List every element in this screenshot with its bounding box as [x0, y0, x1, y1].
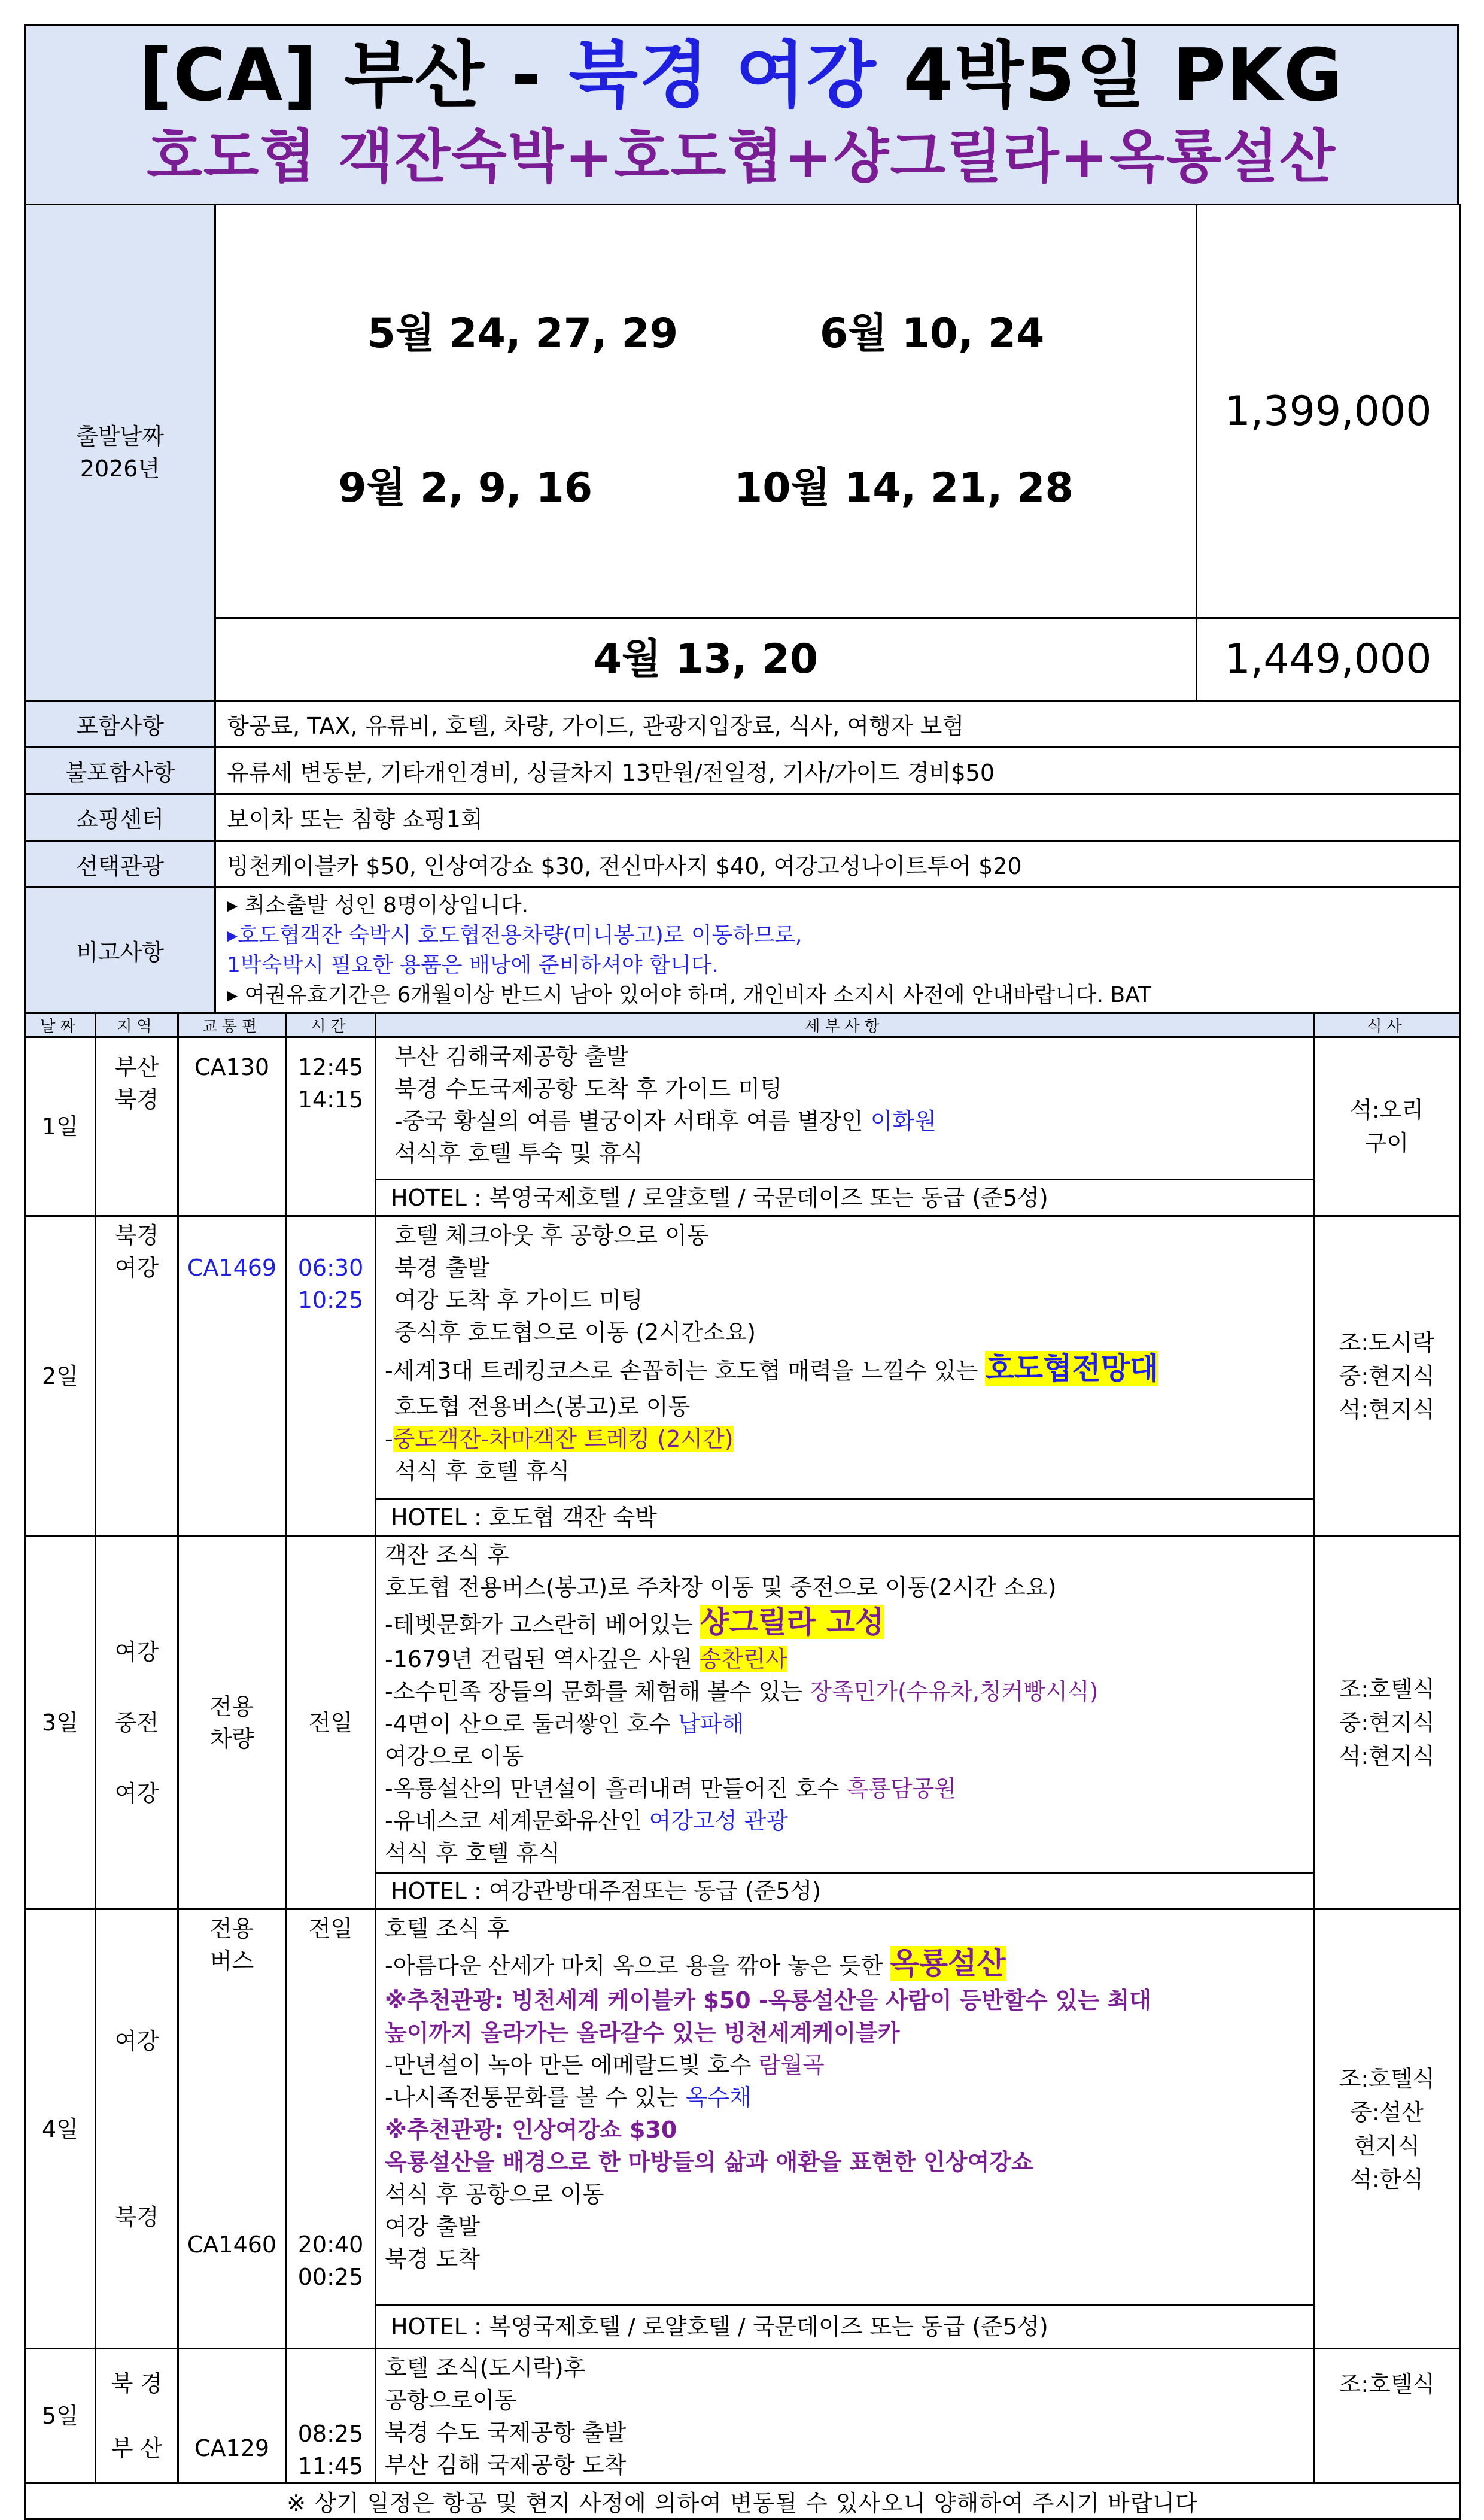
day-5-meal: 조:호텔식	[1314, 2349, 1460, 2483]
optional-label: 선택관광	[25, 841, 215, 888]
day-4-transport	[178, 1909, 286, 2349]
day-3-line-4-text: -1679년 건립된 역사깊은 사원	[385, 1646, 700, 1672]
day-5-region-2: 부 산	[111, 2435, 163, 2461]
day-3-line-4-place: 송찬린사	[699, 1646, 787, 1672]
note-3: 1박숙박시 필요한 용품은 배낭에 준비하셔야 합니다.	[227, 952, 719, 977]
day-4-line-5-place: 람월곡	[758, 2052, 825, 2078]
day-1-meal: 석:오리 구이	[1314, 1037, 1460, 1216]
day-2-label: 2일	[25, 1216, 96, 1536]
day-3-line-6-place: 납파해	[678, 1711, 744, 1737]
day-1-line-3-text: -중국 황실의 여름 별궁이자 서태후 여름 별장인	[394, 1108, 871, 1134]
day-3-line-3-place: 샹그릴라 고성	[700, 1605, 884, 1639]
day-3-line-7: 여강으로 이동	[385, 1743, 524, 1769]
col-header-time: 시간	[286, 1013, 376, 1037]
day-4-transport-1: 전용 버스	[209, 1915, 254, 1974]
day-5-line-4: 부산 김해 국제공항 도착	[385, 2452, 627, 2478]
day-5-line-2: 공항으로이동	[385, 2387, 517, 2413]
day-4-region-1: 여강	[114, 2027, 159, 2054]
day-2-hotel: HOTEL : 호도협 객잔 숙박	[376, 1498, 1313, 1535]
dates-line-2: 9월 2, 9, 16 10월 14, 21, 28	[338, 464, 1074, 512]
day-5-transport: CA129	[178, 2349, 286, 2483]
title-block	[25, 25, 1458, 205]
day-2-line-2: 북경 출발	[394, 1255, 489, 1281]
day-1-time: 12:45 14:15	[286, 1037, 376, 1216]
notes-label: 비고사항	[25, 888, 215, 1013]
day-1-line-4: 석식후 호텔 투숙 및 휴식	[394, 1140, 643, 1167]
col-header-transport: 교통편	[178, 1013, 286, 1037]
price-group-2: 1,449,000	[1197, 618, 1460, 701]
day-2-line-8: 석식 후 호텔 휴식	[394, 1458, 570, 1484]
optional-text: 빙천케이블카 $50, 인상여강쇼 $30, 전신마사지 $40, 여강고성나이트투어 $20	[215, 841, 1460, 888]
day-2-line-7-trek: 중도객잔-차마객잔 트레킹 (2시간)	[393, 1426, 734, 1452]
day-row-4	[25, 1909, 1460, 2349]
day-1-line-3-place: 이화원	[870, 1108, 936, 1134]
day-2-time: 06:30 10:25	[286, 1216, 376, 1536]
day-4-line-9: 석식 후 공항으로 이동	[385, 2181, 604, 2208]
day-5-details	[376, 2349, 1314, 2483]
day-2-details	[376, 1216, 1314, 1536]
day-3-line-5-text: -소수민족 장들의 문화를 체험해 볼수 있는	[385, 1678, 810, 1705]
day-3-line-8-text: -옥룡설산의 만년설이 흘러내려 만들어진 호수	[385, 1775, 847, 1802]
shopping-label: 쇼핑센터	[25, 794, 215, 841]
day-5-line-3: 북경 수도 국제공항 출발	[385, 2419, 627, 2446]
day-4-time	[286, 1909, 376, 2349]
footer-note: ※ 상기 일정은 항공 및 현지 사정에 의하여 변동될 수 있사오니 양해하여 주시기 바랍니다	[25, 2483, 1460, 2519]
title-prefix: [CA] 부산 -	[139, 34, 569, 117]
departure-dates-group-1	[215, 205, 1197, 618]
day-4-hotel: HOTEL : 복영국제호텔 / 로얄호텔 / 국문데이즈 또는 동급 (준5성)	[376, 2304, 1313, 2348]
day-3-line-6	[385, 1708, 1306, 1740]
day-4-line-7: ※추천관광: 인상여강쇼 $30	[385, 2117, 677, 2143]
title-suffix: 4박5일 PKG	[877, 34, 1344, 117]
day-4-line-3: ※추천관광: 빙천세계 케이블카 $50 -옥룡설산을 사람이 등반할수 있는 최대	[385, 1987, 1151, 2014]
day-3-region-1: 여강	[114, 1638, 159, 1665]
day-3-transport: 전용 차량	[178, 1536, 286, 1909]
day-2-line-3: 여강 도착 후 가이드 미팅	[394, 1287, 643, 1313]
day-1-region: 부산 북경	[96, 1037, 178, 1216]
col-header-day: 날짜	[25, 1013, 96, 1037]
col-header-details: 세부사항	[376, 1013, 1314, 1037]
day-2-meal: 조:도시락 중:현지식 석:현지식	[1314, 1216, 1460, 1536]
departure-label-1: 출발날짜	[76, 423, 164, 450]
day-3-details	[376, 1536, 1314, 1909]
day-row-1	[25, 1037, 1460, 1216]
day-3-line-3	[385, 1604, 1306, 1643]
title-table	[24, 24, 1459, 205]
excluded-text: 유류세 변동분, 기타개인경비, 싱글차지 13만원/전일정, 기사/가이드 경비$50	[215, 748, 1460, 794]
day-4-line-2	[385, 1945, 1306, 1984]
day-4-transport-2: CA1460	[187, 2231, 277, 2258]
title-line-2: 호도협 객잔숙박+호도협+샹그릴라+옥룡설산	[147, 123, 1336, 190]
day-4-meal: 조:호텔식 중:설산 현지식 석:한식	[1314, 1909, 1460, 2349]
day-5-region	[96, 2349, 178, 2483]
day-4-line-1: 호텔 조식 후	[385, 1915, 509, 1942]
day-row-3	[25, 1536, 1460, 1909]
included-text: 항공료, TAX, 유류비, 호텔, 차량, 가이드, 관광지입장료, 식사, 여행자 보험	[215, 701, 1460, 748]
day-4-line-6-place: 옥수채	[685, 2084, 752, 2111]
day-3-meal: 조:호텔식 중:현지식 석:현지식	[1314, 1536, 1460, 1909]
info-table	[24, 204, 1461, 1014]
day-4-line-11: 북경 도착	[385, 2246, 480, 2272]
departure-label-2: 2026년	[80, 456, 160, 482]
day-4-line-8: 옥룡설산을 배경으로 한 마방들의 삶과 애환을 표현한 인상여강쇼	[385, 2149, 1033, 2175]
day-4-label: 4일	[25, 1909, 96, 2349]
day-4-region-2: 북경	[114, 2203, 159, 2230]
departure-label	[25, 205, 215, 701]
day-2-line-5-place: 호도협전망대	[985, 1351, 1159, 1386]
col-header-meal: 식사	[1314, 1013, 1460, 1037]
day-1-line-1: 부산 김해국제공항 출발	[394, 1043, 629, 1070]
day-4-line-5-text: -만년설이 녹아 만든 에메랄드빛 호수	[385, 2052, 759, 2078]
day-2-line-5-text: -세계3대 트레킹코스로 손꼽히는 호도협 매력을 느낄수 있는	[385, 1358, 986, 1384]
day-5-time: 08:25 11:45	[286, 2349, 376, 2483]
col-header-region: 지역	[96, 1013, 178, 1037]
day-3-region-3: 여강	[114, 1780, 159, 1806]
day-4-line-10: 여강 출발	[385, 2214, 480, 2240]
day-1-transport: CA130	[178, 1037, 286, 1216]
title-destination: 북경 여강	[568, 34, 877, 117]
day-3-line-9-place: 여강고성 관광	[649, 1808, 788, 1834]
day-3-region	[96, 1536, 178, 1909]
day-3-region-2: 중전	[114, 1709, 159, 1736]
notes-text	[215, 888, 1460, 1013]
included-label: 포함사항	[25, 701, 215, 748]
day-5-label: 5일	[25, 2349, 96, 2483]
day-1-line-2: 북경 수도국제공항 도착 후 가이드 미팅	[394, 1076, 782, 1102]
day-4-time-1: 전일	[308, 1915, 353, 1942]
shopping-text: 보이차 또는 침향 쇼핑1회	[215, 794, 1460, 841]
day-2-line-1: 호텔 체크아웃 후 공항으로 이동	[394, 1222, 709, 1249]
day-1-line-3	[385, 1105, 1306, 1137]
day-4-time-2: 20:40 00:25	[297, 2231, 364, 2290]
excluded-label: 불포함사항	[25, 748, 215, 794]
day-3-line-10: 석식 후 호텔 휴식	[385, 1840, 561, 1866]
day-5-line-1: 호텔 조식(도시락)후	[385, 2355, 586, 2381]
day-4-line-6-text: -나시족전통문화를 볼 수 있는	[385, 2084, 686, 2111]
itinerary-table	[24, 1012, 1461, 2520]
day-3-line-8	[385, 1772, 1306, 1805]
note-1: ▸ 최소출발 성인 8명이상입니다.	[227, 892, 529, 918]
day-3-line-2: 호도협 전용버스(봉고)로 주차장 이동 및 중전으로 이동(2시간 소요)	[385, 1574, 1057, 1601]
day-3-line-9	[385, 1805, 1306, 1837]
day-2-line-4: 중식후 호도협으로 이동 (2시간소요)	[394, 1319, 756, 1346]
day-3-line-5-place: 장족민가(수유차,칭커빵시식)	[810, 1678, 1099, 1705]
day-4-line-6	[385, 2081, 1306, 2114]
day-2-line-6: 호도협 전용버스(봉고)로 이동	[394, 1393, 691, 1420]
note-4: ▸ 여권유효기간은 6개월이상 반드시 남아 있어야 하며, 개인비자 소지시 사전에 안내바랍니다. BAT	[227, 982, 1151, 1007]
day-3-line-5	[385, 1675, 1306, 1708]
day-2-line-7-dash: -	[385, 1426, 393, 1452]
price-group-1: 1,399,000	[1197, 205, 1460, 618]
departure-dates-group-2: 4월 13, 20	[215, 618, 1197, 701]
day-2-region: 북경 여강	[96, 1216, 178, 1536]
day-1-hotel: HOTEL : 복영국제호텔 / 로얄호텔 / 국문데이즈 또는 동급 (준5성)	[376, 1179, 1313, 1215]
day-row-2	[25, 1216, 1460, 1536]
day-4-line-4: 높이까지 올라가는 올라갈수 있는 빙천세계케이블카	[385, 2020, 900, 2046]
note-2: ▸호도협객잔 숙박시 호도협전용차량(미니봉고)로 이동하므로,	[227, 922, 802, 948]
title-line-1	[26, 34, 1457, 118]
day-3-time: 전일	[286, 1536, 376, 1909]
day-4-region	[96, 1909, 178, 2349]
day-row-5	[25, 2349, 1460, 2483]
day-3-label: 3일	[25, 1536, 96, 1909]
day-3-line-8-place: 흑룡담공원	[846, 1775, 957, 1802]
day-1-details	[376, 1037, 1314, 1216]
day-4-line-5	[385, 2049, 1306, 2081]
day-3-line-9-text: -유네스코 세계문화유산인	[385, 1808, 649, 1834]
day-2-transport: CA1469	[178, 1216, 286, 1536]
day-3-hotel: HOTEL : 여강관방대주점또는 동급 (준5성)	[376, 1872, 1313, 1908]
day-3-line-4	[385, 1643, 1306, 1675]
day-4-line-2-place: 옥룡설산	[890, 1946, 1006, 1981]
day-3-line-3-text: -테벳문화가 고스란히 베어있는	[385, 1611, 701, 1638]
day-2-line-7	[385, 1423, 1306, 1455]
dates-line-1: 5월 24, 27, 29 6월 10, 24	[367, 310, 1045, 357]
day-2-line-5	[385, 1349, 1306, 1390]
day-3-line-6-text: -4면이 산으로 둘러쌓인 호수	[385, 1711, 678, 1737]
day-5-region-1: 북 경	[111, 2370, 163, 2397]
day-4-line-2-text: -아름다운 산세가 마치 옥으로 용을 깎아 놓은 듯한	[385, 1953, 890, 1979]
day-3-line-1: 객잔 조식 후	[385, 1542, 509, 1568]
day-1-label: 1일	[25, 1037, 96, 1216]
itinerary-document	[24, 24, 1459, 2520]
day-4-details	[376, 1909, 1314, 2349]
